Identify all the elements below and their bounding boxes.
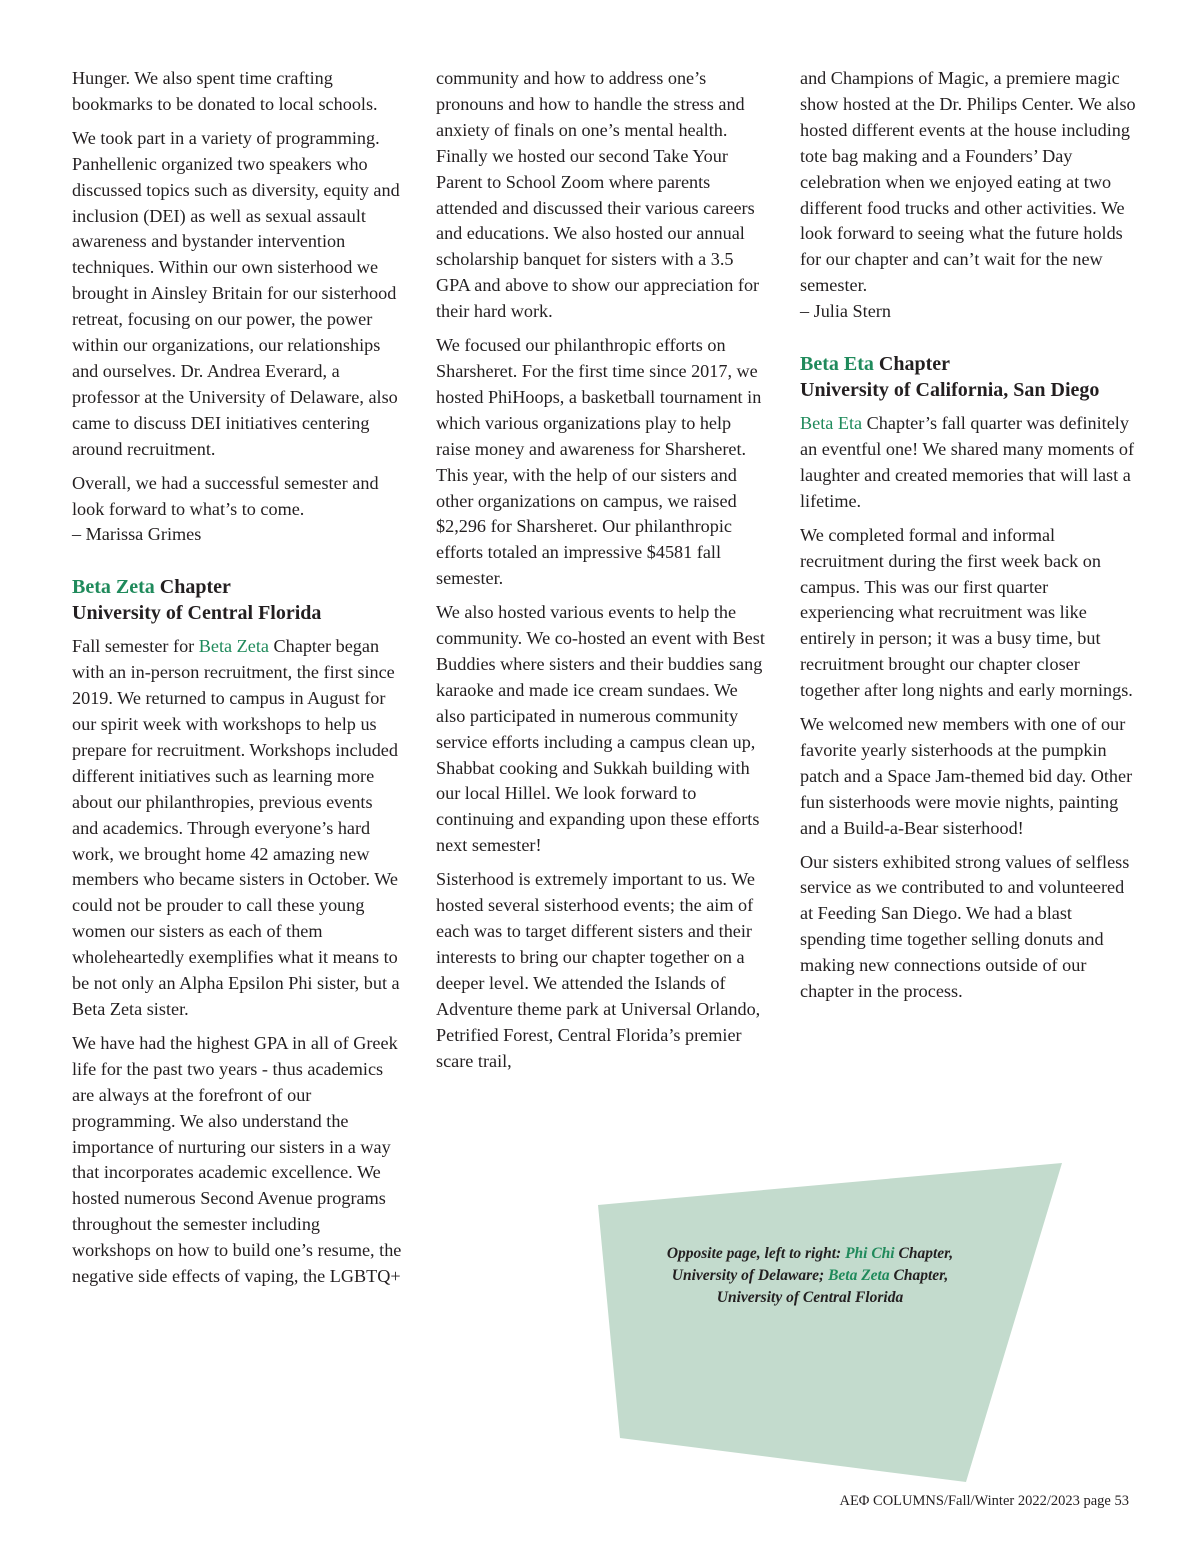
- author-signature: – Julia Stern: [800, 301, 891, 322]
- photo-caption: [640, 1243, 980, 1309]
- paragraph: We also hosted various events to help the community. We co-hosted an event with Best Buddies where sisters and their buddies sang karaoke and made ice cream sundaes. We also participated in numerous community service efforts including a campus clean up, Shabbat cooking and Sukkah building with our local Hillel. We look forward to continuing and expanding upon these efforts next semester!: [436, 602, 765, 856]
- paragraph: We welcomed new members with one of our favorite yearly sisterhoods at the pumpkin patch and a Space Jam-themed bid day. Other fun sisterhoods were movie nights, painting and a Build-a-Bear sisterhood!: [800, 714, 1133, 838]
- university-name: University of California, San Diego: [800, 379, 1100, 402]
- paragraph-text: Overall, we had a successful semester and look forward to what’s to come.: [72, 472, 379, 519]
- paragraph: We focused our philanthropic efforts on Sharsheret. For the first time since 2017, we hosted PhiHoops, a basketball tournament in which various organizations play to help raise money and awareness for Sharsheret. This year, with the help of our sisters and other organizations on campus, we raised $2,296 for Sharsheret. Our philanthropic efforts totaled an impressive $4581 fall semester.: [436, 335, 762, 589]
- paragraph: [800, 411, 1136, 515]
- caption-text: Opposite page, left to right:: [666, 1245, 846, 1262]
- caption-text: Chapter, University of Central Florida: [716, 1267, 949, 1306]
- caption-text: Chapter, University of Delaware;: [671, 1245, 954, 1284]
- chapter-name-inline: Beta Zeta: [828, 1267, 890, 1284]
- paragraph-text: and Champions of Magic, a premiere magic show hosted at the Dr. Philips Center. We also hosted different events at the house including tote bag making and a Founders’ Day celebration when we enjoyed eating at two different food trucks and other activities. We look forward to seeing what the future holds for our chapter and can’t wait for the new semester.: [800, 68, 1136, 296]
- paragraph: Our sisters exhibited strong values of selfless service as we contributed to and volunteered at Feeding San Diego. We had a blast spending time together selling donuts and making new connections outside of our chapter in the process.: [800, 851, 1130, 1002]
- section-heading-beta-zeta: [72, 574, 402, 626]
- paragraph: [800, 66, 1136, 325]
- chapter-label: Chapter: [154, 576, 231, 599]
- section-heading-beta-eta: [800, 351, 1136, 403]
- column-left: [72, 66, 402, 1298]
- paragraph: We completed formal and informal recruitment during the first week back on campus. This was our first quarter experiencing what recruitment was like entirely in person; it was a busy time, but recruitment brought our chapter closer together after long nights and early mornings.: [800, 524, 1133, 701]
- paragraph: Sisterhood is extremely important to us. We hosted several sisterhood events; the aim of each was to target different sisters and their interests to bring our chapter together on a deeper level. We attended the Islands of Adventure theme park at Universal Orlando, Petrified Forest, Central Florida’s premier scare trail,: [436, 869, 761, 1071]
- paragraph-text: Chapter’s fall quarter was definitely an eventful one! We shared many moments of laughter and created memories that will last a lifetime.: [800, 413, 1135, 511]
- paragraph: [72, 471, 402, 549]
- chapter-name-inline: Phi Chi: [845, 1245, 895, 1262]
- paragraph-text: Fall semester for: [72, 636, 199, 657]
- paragraph: community and how to address one’s pronouns and how to handle the stress and anxiety of finals on one’s mental health. Finally we hosted our second Take Your Parent to School Zoom where parents attended and discussed their various careers and educations. We also hosted our annual scholarship banquet for sisters with a 3.5 GPA and above to show our appreciation for their hard work.: [436, 68, 760, 322]
- chapter-name-inline: Beta Zeta: [198, 636, 269, 657]
- chapter-label: Chapter: [873, 353, 950, 376]
- chapter-name: Beta Eta: [800, 353, 874, 376]
- chapter-name: Beta Zeta: [72, 576, 155, 599]
- university-name: University of Central Florida: [72, 602, 322, 625]
- paragraph: [72, 634, 402, 1023]
- paragraph-text: Chapter began with an in-person recruitment, the first since 2019. We returned to campus in August for our spirit week with workshops to help us prepare for recruitment. Workshops included different initiatives such as learning more about our philanthropies, previous events and academics. Through everyone’s hard work, we brought home 42 amazing new members who became sisters in October. We could not be prouder to call these young women our sisters as each of them wholeheartedly exemplifies what it means to be not only an Alpha Epsilon Phi sister, but a Beta Zeta sister.: [72, 636, 400, 1019]
- paragraph: We have had the highest GPA in all of Greek life for the past two years - thus academics are always at the forefront of our programming. We also understand the importance of nurturing our sisters in a way that incorporates academic excellence. We hosted numerous Second Avenue programs throughout the semester including workshops on how to build one’s resume, the negative side effects of vaping, the LGBTQ+: [72, 1032, 402, 1287]
- column-middle: [436, 66, 766, 1082]
- paragraph: Hunger. We also spent time crafting bookmarks to be donated to local schools.: [72, 68, 378, 114]
- chapter-name-inline: Beta Eta: [800, 413, 863, 434]
- column-right: [800, 66, 1136, 1013]
- author-signature: – Marissa Grimes: [72, 524, 202, 545]
- page-footer: ΑΕΦ COLUMNS/Fall/Winter 2022/2023 page 53: [839, 1493, 1129, 1509]
- paragraph: We took part in a variety of programming. Panhellenic organized two speakers who discussed topics such as diversity, equity and inclusion (DEI) as well as sexual assault awareness and bystander intervention techniques. Within our own sisterhood we brought in Ainsley Britain for our sisterhood retreat, focusing on our power, the power within our organizations, our relationships and ourselves. Dr. Andrea Everard, a professor at the University of Delaware, also came to discuss DEI initiatives centering around recruitment.: [72, 127, 400, 459]
